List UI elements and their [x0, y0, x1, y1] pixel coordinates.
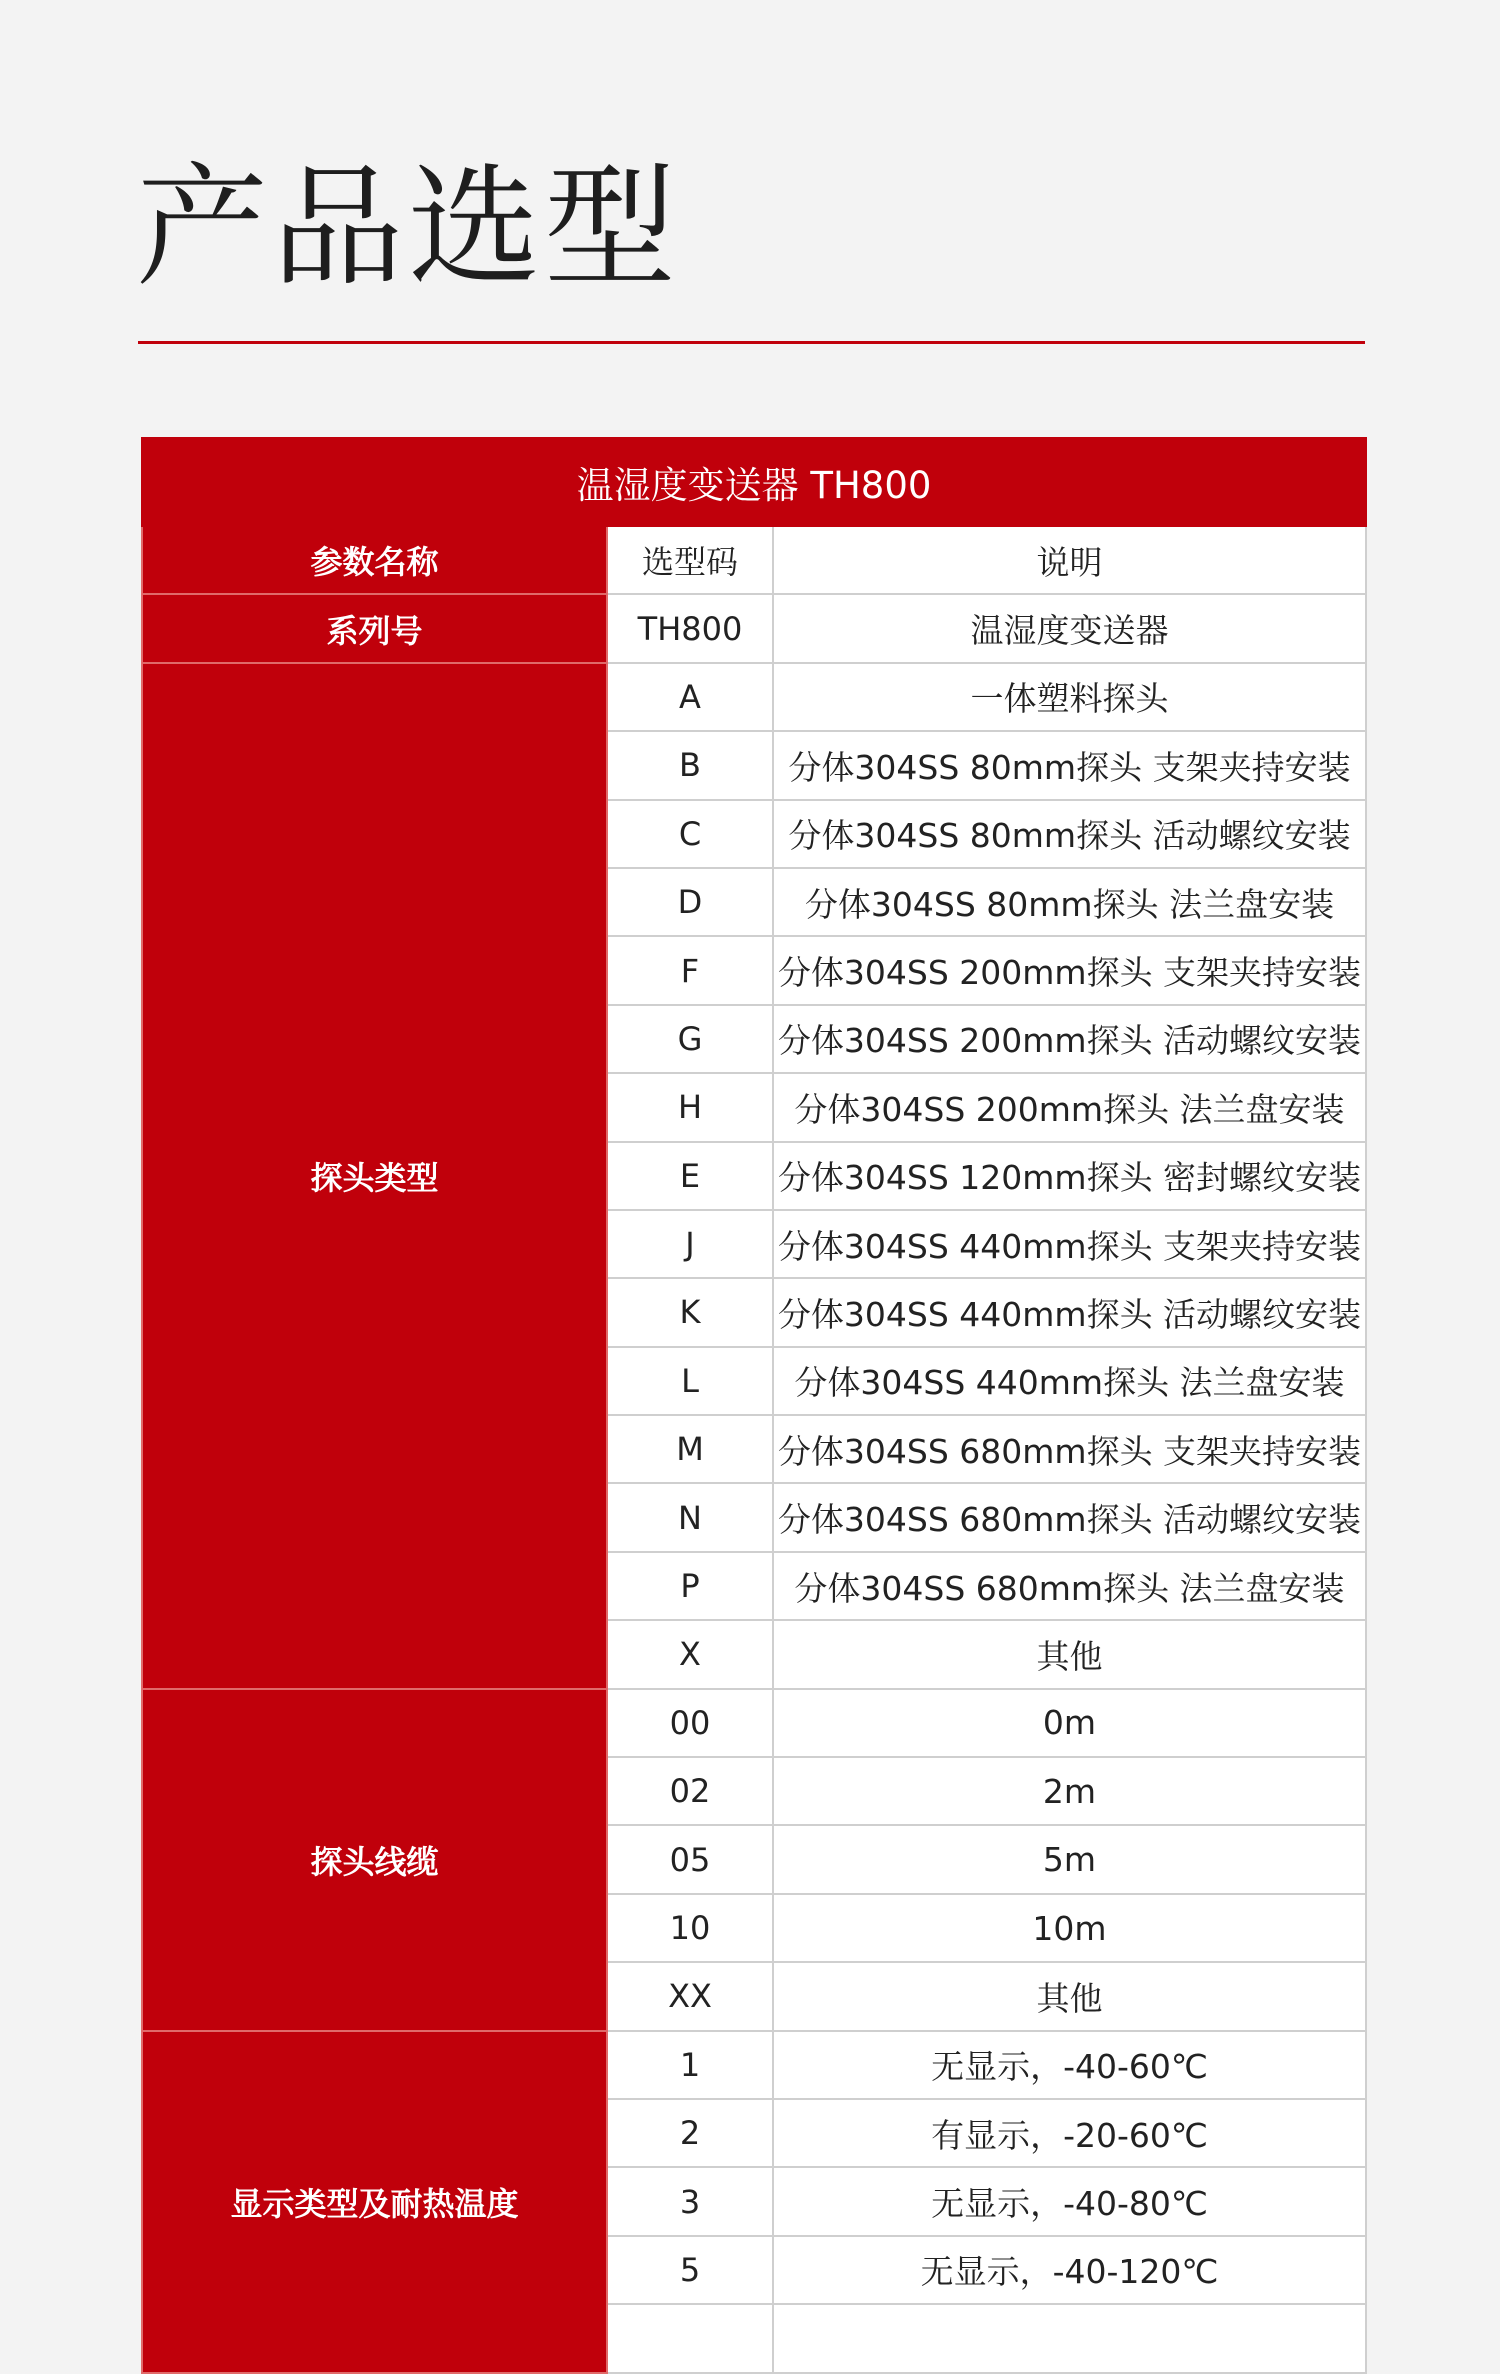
header-param: 参数名称	[142, 526, 607, 594]
option-description: 分体304SS 200mm探头 支架夹持安装	[773, 936, 1366, 1004]
option-code: L	[607, 1347, 773, 1415]
option-code: 10	[607, 1894, 773, 1962]
option-code: K	[607, 1278, 773, 1346]
option-code: 00	[607, 1689, 773, 1757]
option-description: 其他	[773, 1962, 1366, 2030]
option-description: 分体304SS 680mm探头 支架夹持安装	[773, 1415, 1366, 1483]
option-description: 分体304SS 120mm探头 密封螺纹安装	[773, 1142, 1366, 1210]
series-label: 系列号	[142, 594, 607, 662]
param-group-label: 显示类型及耐热温度	[142, 2031, 607, 2373]
option-description: 10m	[773, 1894, 1366, 1962]
option-description: 分体304SS 80mm探头 支架夹持安装	[773, 731, 1366, 799]
header-row	[142, 526, 1366, 594]
option-description: 一体塑料探头	[773, 663, 1366, 731]
param-group-label: 探头类型	[142, 663, 607, 1689]
option-code: 3	[607, 2167, 773, 2235]
option-code: 2	[607, 2099, 773, 2167]
option-description: 分体304SS 200mm探头 法兰盘安装	[773, 1073, 1366, 1141]
option-description	[773, 2304, 1366, 2372]
page-title: 产品选型	[136, 151, 680, 305]
option-code: C	[607, 800, 773, 868]
option-description: 分体304SS 680mm探头 活动螺纹安装	[773, 1483, 1366, 1551]
option-description: 有显示，-20-60℃	[773, 2099, 1366, 2167]
option-code: E	[607, 1142, 773, 1210]
series-code: TH800	[607, 594, 773, 662]
option-code: M	[607, 1415, 773, 1483]
table-row	[142, 2031, 1366, 2099]
option-code: XX	[607, 1962, 773, 2030]
option-code	[607, 2304, 773, 2372]
option-code: 5	[607, 2236, 773, 2304]
option-code: D	[607, 868, 773, 936]
table-title: 温湿度变送器 TH800	[142, 438, 1366, 526]
option-code: F	[607, 936, 773, 1004]
option-code: P	[607, 1552, 773, 1620]
header-code: 选型码	[607, 526, 773, 594]
option-description: 分体304SS 440mm探头 活动螺纹安装	[773, 1278, 1366, 1346]
option-description: 无显示，-40-120℃	[773, 2236, 1366, 2304]
option-code: B	[607, 731, 773, 799]
option-code: X	[607, 1620, 773, 1688]
option-description: 分体304SS 440mm探头 支架夹持安装	[773, 1210, 1366, 1278]
option-code: G	[607, 1005, 773, 1073]
option-description: 分体304SS 440mm探头 法兰盘安装	[773, 1347, 1366, 1415]
option-description: 0m	[773, 1689, 1366, 1757]
series-desc: 温湿度变送器	[773, 594, 1366, 662]
option-description: 分体304SS 80mm探头 法兰盘安装	[773, 868, 1366, 936]
option-code: 05	[607, 1825, 773, 1893]
option-code: J	[607, 1210, 773, 1278]
option-code: A	[607, 663, 773, 731]
option-description: 无显示，-40-60℃	[773, 2031, 1366, 2099]
series-row	[142, 594, 1366, 662]
option-description: 5m	[773, 1825, 1366, 1893]
option-description: 分体304SS 200mm探头 活动螺纹安装	[773, 1005, 1366, 1073]
table-row	[142, 1689, 1366, 1757]
option-description: 其他	[773, 1620, 1366, 1688]
option-description: 2m	[773, 1757, 1366, 1825]
option-code: 02	[607, 1757, 773, 1825]
table-row	[142, 663, 1366, 731]
selection-table	[141, 437, 1367, 2374]
option-description: 分体304SS 80mm探头 活动螺纹安装	[773, 800, 1366, 868]
option-code: H	[607, 1073, 773, 1141]
title-divider	[138, 341, 1365, 344]
option-description: 分体304SS 680mm探头 法兰盘安装	[773, 1552, 1366, 1620]
header-desc: 说明	[773, 526, 1366, 594]
param-group-label: 探头线缆	[142, 1689, 607, 2031]
option-code: N	[607, 1483, 773, 1551]
option-description: 无显示，-40-80℃	[773, 2167, 1366, 2235]
option-code: 1	[607, 2031, 773, 2099]
